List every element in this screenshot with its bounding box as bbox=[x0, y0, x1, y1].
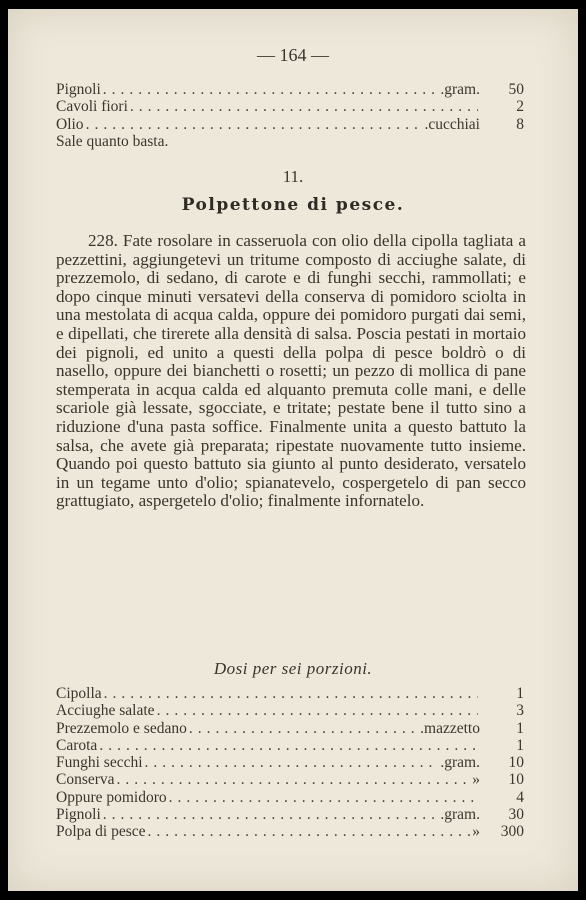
list-item bbox=[56, 702, 524, 719]
leader-dots bbox=[148, 823, 471, 840]
list-note bbox=[56, 133, 524, 150]
item-qty: 300 bbox=[500, 823, 524, 841]
item-name: Pignoli bbox=[56, 81, 101, 98]
leader-dots bbox=[86, 116, 423, 133]
list-item bbox=[56, 823, 524, 840]
leader-dots bbox=[130, 98, 478, 115]
item-unit: .mazzetto bbox=[420, 719, 480, 737]
list-item bbox=[56, 737, 524, 754]
leader-dots bbox=[189, 720, 418, 737]
list-item bbox=[56, 806, 524, 823]
item-qty: 1 bbox=[516, 685, 524, 702]
list-item bbox=[56, 754, 524, 771]
item-qty: 1 bbox=[516, 736, 524, 754]
item-qty: 30 bbox=[508, 806, 524, 824]
dosi-heading: Dosi per sei porzioni. bbox=[213, 659, 373, 678]
item-name: Cipolla bbox=[56, 685, 102, 702]
item-name: Conserva bbox=[56, 771, 115, 789]
item-unit: .gram. bbox=[440, 806, 480, 824]
leader-dots bbox=[104, 685, 478, 702]
item-name: Carota bbox=[56, 736, 98, 754]
item-qty: 10 bbox=[508, 754, 524, 772]
item-name: Olio bbox=[56, 115, 84, 133]
item-qty: 50 bbox=[508, 81, 524, 98]
list-item bbox=[56, 771, 524, 788]
leader-dots bbox=[117, 771, 471, 788]
book-page bbox=[8, 9, 578, 891]
leader-dots bbox=[103, 806, 439, 823]
page-number: — 164 — bbox=[257, 45, 329, 65]
top-ingredient-list bbox=[56, 81, 524, 150]
item-name: Cavoli fiori bbox=[56, 98, 128, 116]
leader-dots bbox=[145, 754, 439, 771]
item-name: Pignoli bbox=[56, 806, 101, 824]
item-qty: 10 bbox=[508, 771, 524, 789]
note-text: Sale quanto basta. bbox=[56, 132, 169, 150]
item-unit: » bbox=[472, 771, 480, 789]
leader-dots bbox=[99, 737, 478, 754]
recipe-title: Polpettone di pesce. bbox=[181, 195, 405, 215]
leader-dots bbox=[169, 789, 478, 806]
list-item bbox=[56, 116, 524, 133]
item-name: Funghi secchi bbox=[56, 754, 143, 772]
item-unit: .cucchiai bbox=[424, 115, 480, 133]
item-name: Prezzemolo e sedano bbox=[56, 719, 187, 737]
item-qty: 1 bbox=[516, 719, 524, 737]
list-item bbox=[56, 685, 524, 702]
recipe-text: 228. Fate rosolare in casseruola con olio della cipolla tagliata a pezzettini, aggiungetevi un tritume composto di acciughe salate, di prezzemolo, di sedano, di carote e di funghi secchi, rammollati; e dopo cinque minuti versatevi della conserva di pomidoro sciolta in una mestolata di acqua calda, oppure dei pomidoro purgati dai semi, e dipellati, che tirerete alla densità di salsa. Poscia pestati in mortaio dei pignoli, ed unito a questi della polpa di pesce boldrò o di nasello, oppure dei bianchetti o rosetti; un pezzo di mollica di pane stemperata in acqua calda ed alquanto premuta colle mani, e delle scariole già lessate, sgocciate, e tritate; pestate bene il tutto sino a riduzione d'una pasta soffice. Finalmente unita a questo battuto la salsa, che avete già preparata; ripestate nuovamente tutto insieme. Quando poi questo battuto sia giunto al punto desiderato, versatelo in un tegame unto d'olio; spianatevelo, cospergetelo di pan secco grattugiato, aspergetelo d'olio; finalmente infornatelo. bbox=[56, 231, 526, 511]
ingredient-list bbox=[56, 685, 524, 841]
leader-dots bbox=[157, 702, 478, 719]
list-item bbox=[56, 81, 524, 98]
list-item bbox=[56, 98, 524, 115]
section-numeral: 11. bbox=[282, 167, 304, 186]
item-name: Acciughe salate bbox=[56, 702, 155, 720]
item-qty: 3 bbox=[516, 702, 524, 720]
item-qty: 2 bbox=[516, 98, 524, 116]
item-name: Oppure pomidoro bbox=[56, 788, 167, 806]
list-item bbox=[56, 720, 524, 737]
item-unit: .gram. bbox=[440, 81, 480, 98]
list-item bbox=[56, 789, 524, 806]
item-unit: » bbox=[472, 823, 480, 841]
item-name: Polpa di pesce bbox=[56, 823, 146, 841]
item-qty: 4 bbox=[516, 788, 524, 806]
item-qty: 8 bbox=[516, 115, 524, 133]
leader-dots bbox=[103, 81, 439, 98]
item-unit: .gram. bbox=[440, 754, 480, 772]
